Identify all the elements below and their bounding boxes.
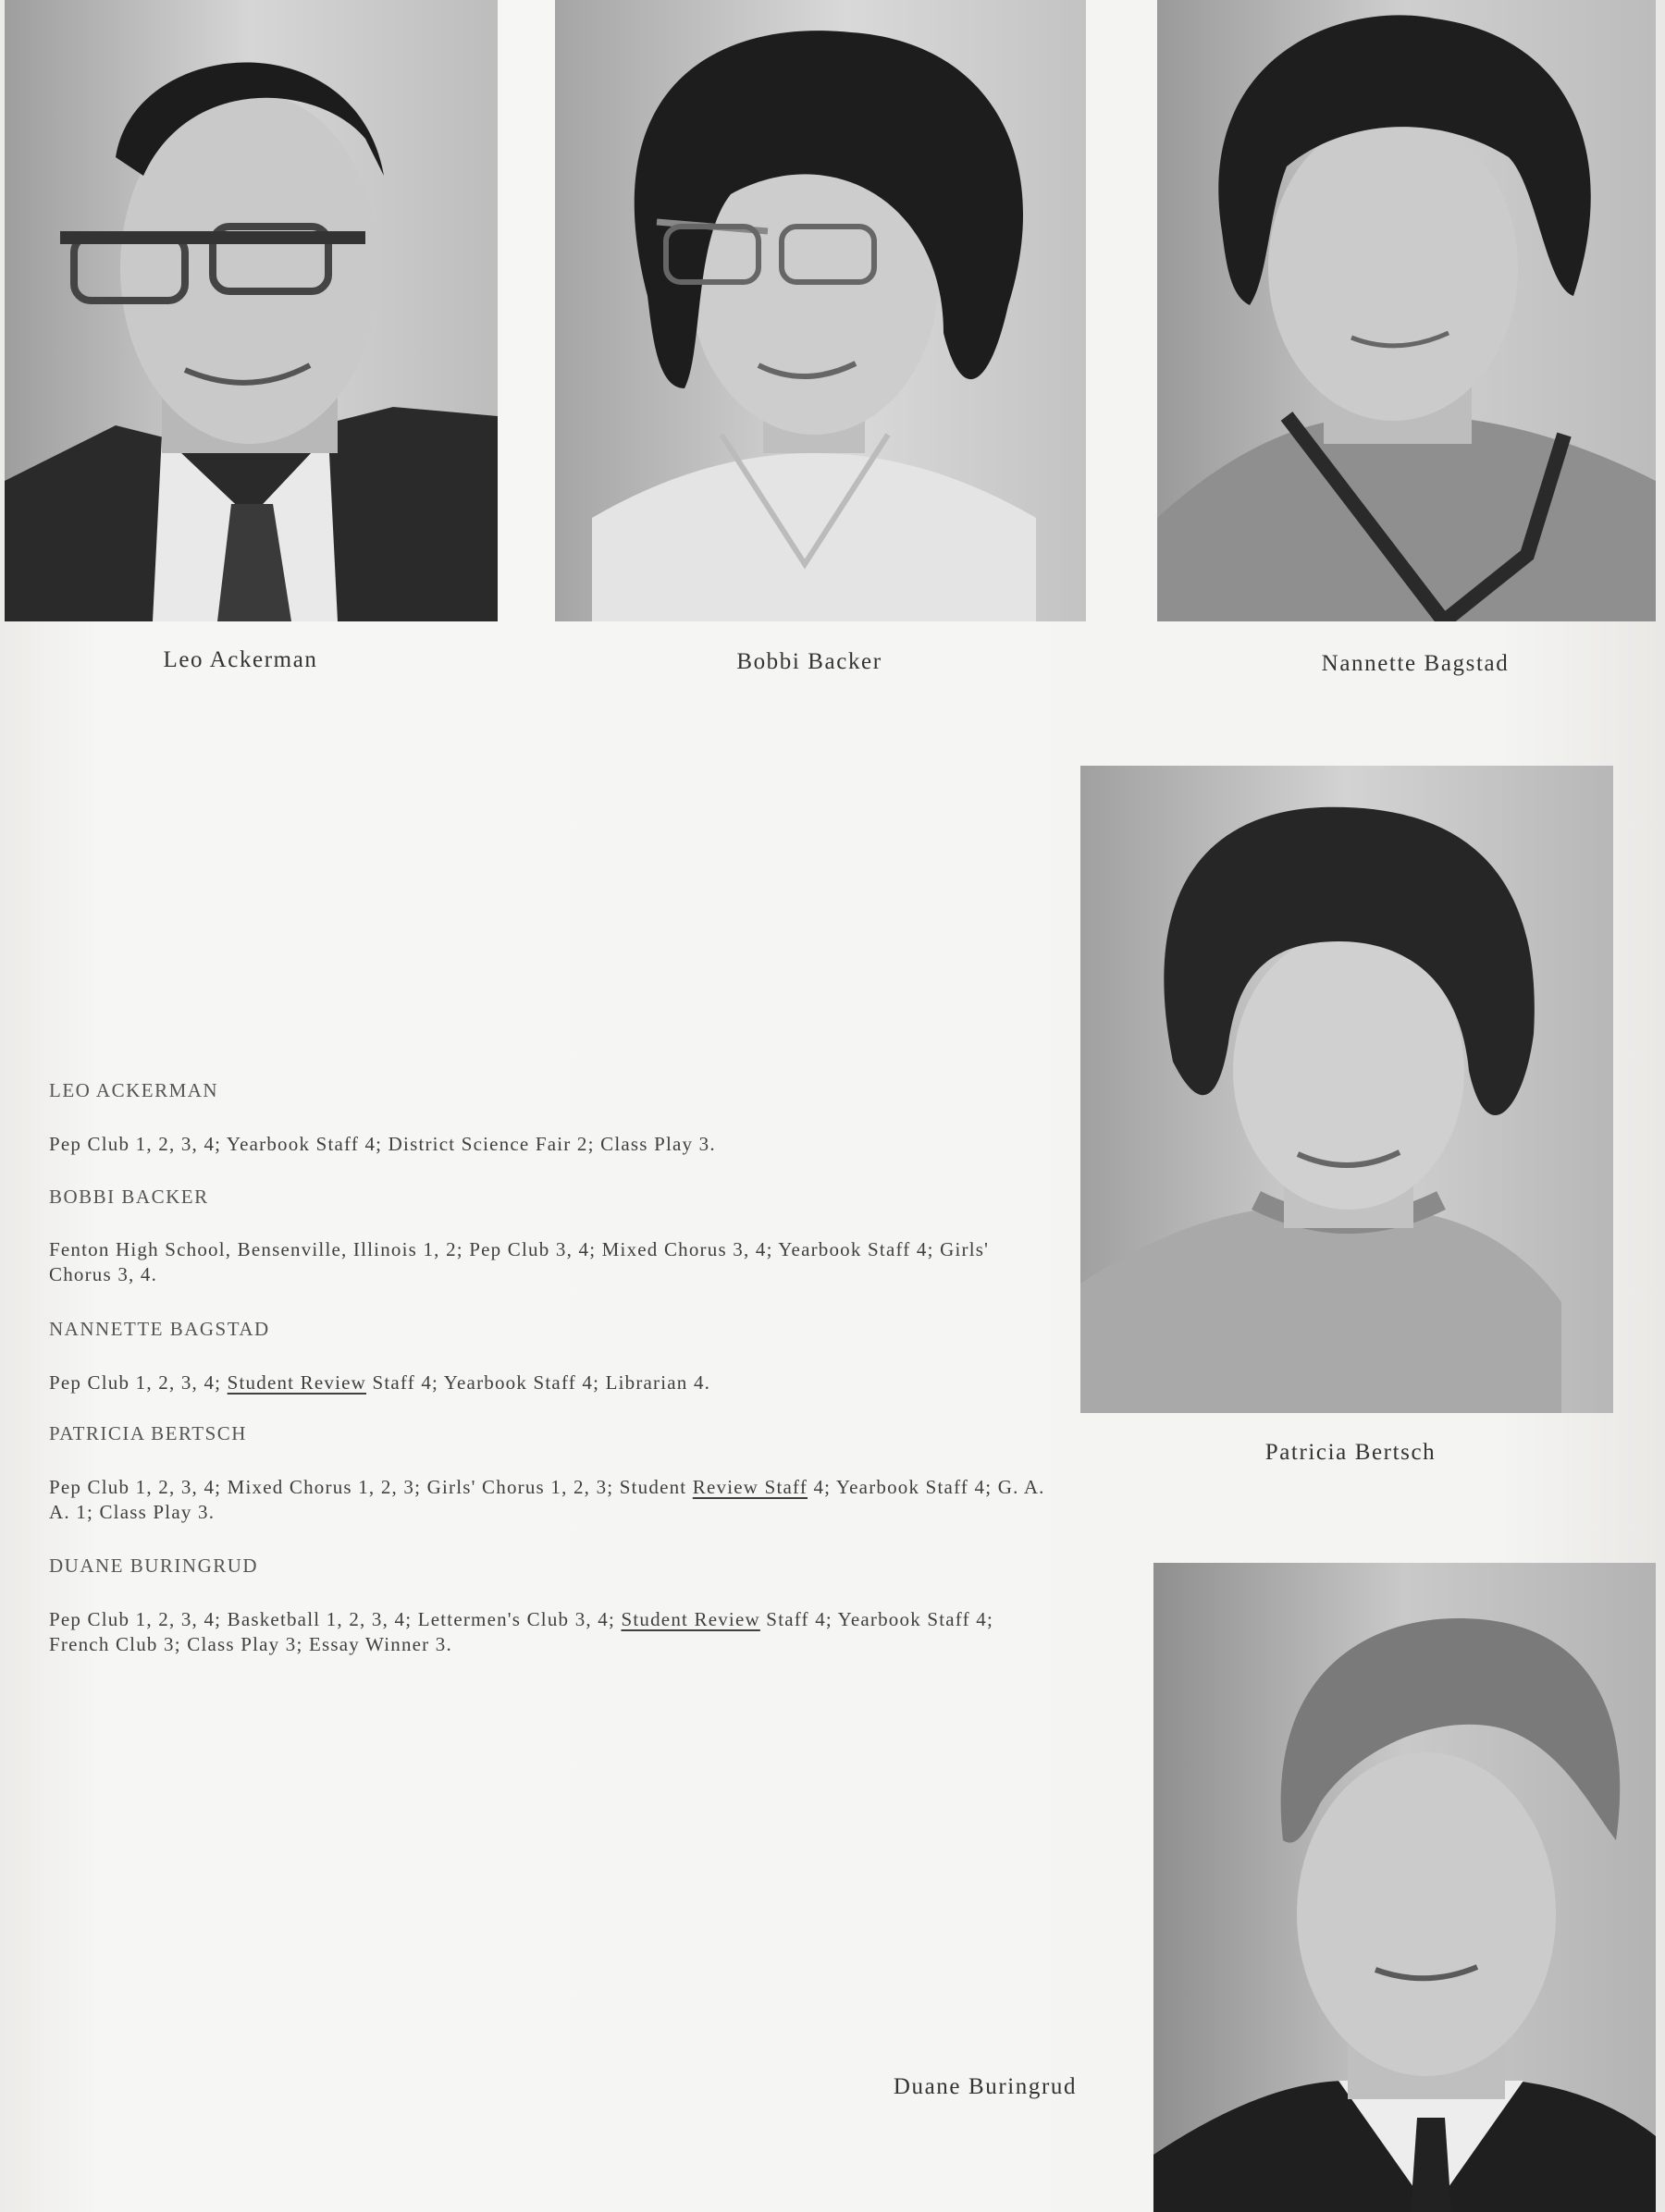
bio-details [49, 1607, 1048, 1657]
bio-details-text: Pep Club 1, 2, 3, 4; [49, 1371, 228, 1394]
portrait-bobbi-backer [555, 0, 1086, 621]
bio-details-text: 4; Yearbook Staff 4; G. A. A. 1; Class Play 3. [49, 1476, 1045, 1523]
bio-text-duane-buringrud [49, 1607, 1048, 1657]
bio-details [49, 1370, 1048, 1395]
portrait-leo-ackerman [5, 0, 498, 621]
bio-text-nannette-bagstad [49, 1370, 1048, 1395]
underlined-title: Review Staff [692, 1476, 808, 1498]
bio-name: PATRICIA BERTSCH [49, 1422, 247, 1444]
caption-bobbi-backer: Bobbi Backer [736, 649, 882, 674]
bio-details-text: Staff 4; Yearbook Staff 4; French Club 3; Class Play 3; Essay Winner 3. [49, 1608, 993, 1655]
bio-text-leo-ackerman [49, 1132, 1048, 1157]
bio-details-text: Pep Club 1, 2, 3, 4; Mixed Chorus 1, 2, 3; Girls' Chorus 1, 2, 3; Student [49, 1476, 693, 1498]
bio-duane-buringrud [49, 1555, 1048, 1578]
portrait-nannette-bagstad [1157, 0, 1656, 621]
caption-patricia-bertsch: Patricia Bertsch [1264, 1440, 1437, 1465]
bio-details [49, 1132, 1048, 1157]
bio-patricia-bertsch [49, 1422, 1048, 1445]
bio-details-text: Fenton High School, Bensenville, Illinois 1, 2; Pep Club 3, 4; Mixed Chorus 3, 4; Yearbook Staff 4; Girls' Chorus 3, 4. [49, 1238, 990, 1285]
portrait-duane-buringrud [1153, 1563, 1656, 2212]
bio-details-text: Staff 4; Yearbook Staff 4; Librarian 4. [366, 1371, 711, 1394]
bio-name: NANNETTE BAGSTAD [49, 1318, 270, 1340]
caption-nannette-bagstad: Nannette Bagstad [1321, 651, 1510, 676]
portrait-patricia-bertsch [1080, 766, 1613, 1413]
bio-details [49, 1237, 1048, 1287]
bio-name: DUANE BURINGRUD [49, 1555, 259, 1577]
bio-text-patricia-bertsch [49, 1475, 1048, 1525]
bio-name: LEO ACKERMAN [49, 1079, 219, 1101]
bio-details [49, 1475, 1048, 1525]
bio-details-text: Pep Club 1, 2, 3, 4; Yearbook Staff 4; District Science Fair 2; Class Play 3. [49, 1133, 716, 1155]
bio-nannette-bagstad [49, 1318, 1048, 1341]
bio-name: BOBBI BACKER [49, 1186, 209, 1208]
bio-text-bobbi-backer [49, 1237, 1048, 1287]
bio-details-text: Pep Club 1, 2, 3, 4; Basketball 1, 2, 3, 4; Lettermen's Club 3, 4; [49, 1608, 622, 1630]
bio-leo-ackerman [49, 1079, 1048, 1102]
underlined-title: Student Review [227, 1371, 367, 1394]
bio-bobbi-backer [49, 1186, 1048, 1209]
underlined-title: Student Review [621, 1608, 760, 1630]
caption-leo-ackerman: Leo Ackerman [163, 647, 318, 672]
caption-duane-buringrud: Duane Buringrud [893, 2074, 1078, 2099]
